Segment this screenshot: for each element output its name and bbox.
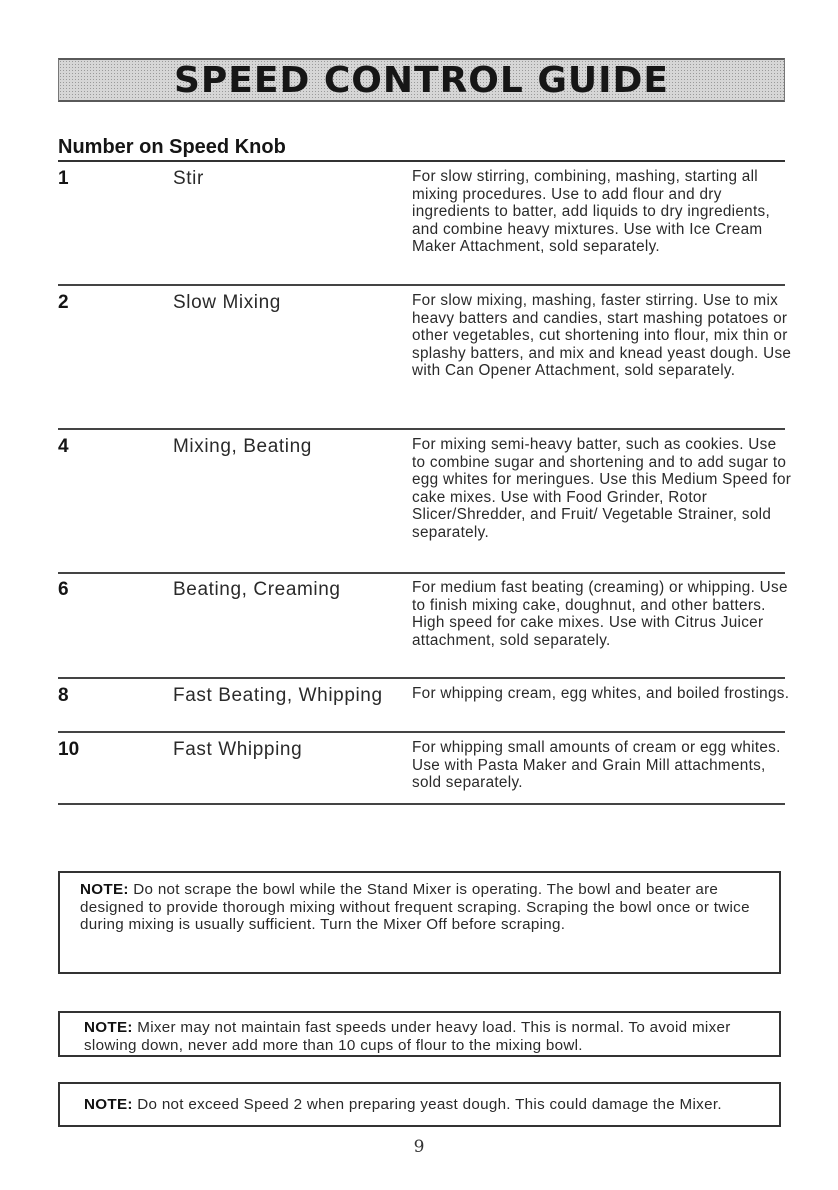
divider — [58, 731, 785, 733]
speed-name: Mixing, Beating — [173, 436, 312, 457]
speed-name: Slow Mixing — [173, 292, 281, 313]
speed-row-1 — [58, 168, 785, 286]
divider — [58, 803, 785, 805]
speed-description: For mixing semi-heavy batter, such as cookies. Use to combine sugar and shortening and to add sugar to egg whites for meringues. Use this Medium Speed for cake mixes. Use with Food Grinder, Rotor Slicer/Shredder, and Fruit/ Vegetable Strainer, sold separately. — [412, 436, 792, 541]
note-label: NOTE: — [84, 1096, 133, 1113]
note-text: Do not scrape the bowl while the Stand Mixer is operating. The bowl and beater are designed to provide thorough mixing without frequent scraping. Scraping the bowl once or twice during mixing is usually sufficient. Turn the Mixer Off before scraping. — [80, 881, 750, 933]
speed-row-4 — [58, 436, 792, 574]
speed-name: Beating, Creaming — [173, 579, 341, 600]
table-heading: Number on Speed Knob — [58, 136, 286, 158]
speed-number: 6 — [58, 579, 69, 600]
divider — [58, 284, 785, 286]
note-text: Do not exceed Speed 2 when preparing yeast dough. This could damage the Mixer. — [137, 1096, 722, 1113]
speed-row-6 — [58, 579, 788, 679]
divider — [58, 677, 785, 679]
speed-description: For slow stirring, combining, mashing, starting all mixing procedures. Use to add flour and dry ingredients to batter, add liquids to dry ingredients, and combine heavy mixtures. Use with Ice Cream Maker Attachment, sold separately. — [412, 168, 771, 256]
divider — [58, 572, 785, 574]
note-label: NOTE: — [84, 1019, 133, 1036]
page-title: SPEED CONTROL GUIDE — [173, 59, 670, 101]
speed-name: Fast Beating, Whipping — [173, 685, 383, 706]
speed-number: 8 — [58, 685, 69, 706]
title-banner — [58, 58, 785, 102]
speed-row-10 — [58, 739, 785, 805]
note-box-scraping — [58, 871, 781, 974]
speed-description: For whipping cream, egg whites, and boiled frostings. — [412, 685, 790, 702]
speed-name: Fast Whipping — [173, 739, 303, 760]
speed-number: 4 — [58, 436, 69, 457]
note-label: NOTE: — [80, 881, 129, 898]
speed-number: 1 — [58, 168, 69, 189]
speed-description: For whipping small amounts of cream or egg whites. Use with Pasta Maker and Grain Mill attachments, sold separately. — [412, 739, 781, 792]
speed-number: 10 — [58, 739, 80, 760]
page-number: 9 — [413, 1137, 425, 1157]
speed-row-8 — [58, 685, 790, 733]
speed-description: For slow mixing, mashing, faster stirring. Use to mix heavy batters and candies, start mashing potatoes or other vegetables, cut shortening into flour, mix thin or splashy batters, and mix and knead yeast dough. Use with Can Opener Attachment, sold separately. — [412, 292, 792, 380]
speed-row-2 — [58, 292, 792, 430]
note-box-heavy-load — [58, 1011, 781, 1057]
divider — [58, 428, 785, 430]
speed-description: For medium fast beating (creaming) or whipping. Use to finish mixing cake, doughnut, and other batters. High speed for cake mixes. Use with Citrus Juicer attachment, sold separately. — [412, 579, 788, 649]
note-text: Mixer may not maintain fast speeds under heavy load. This is normal. To avoid mixer slowing down, never add more than 10 cups of flour to the mixing bowl. — [84, 1019, 731, 1054]
note-box-yeast-dough — [58, 1082, 781, 1127]
speed-name: Stir — [173, 168, 204, 189]
speed-number: 2 — [58, 292, 69, 313]
divider — [58, 160, 785, 162]
